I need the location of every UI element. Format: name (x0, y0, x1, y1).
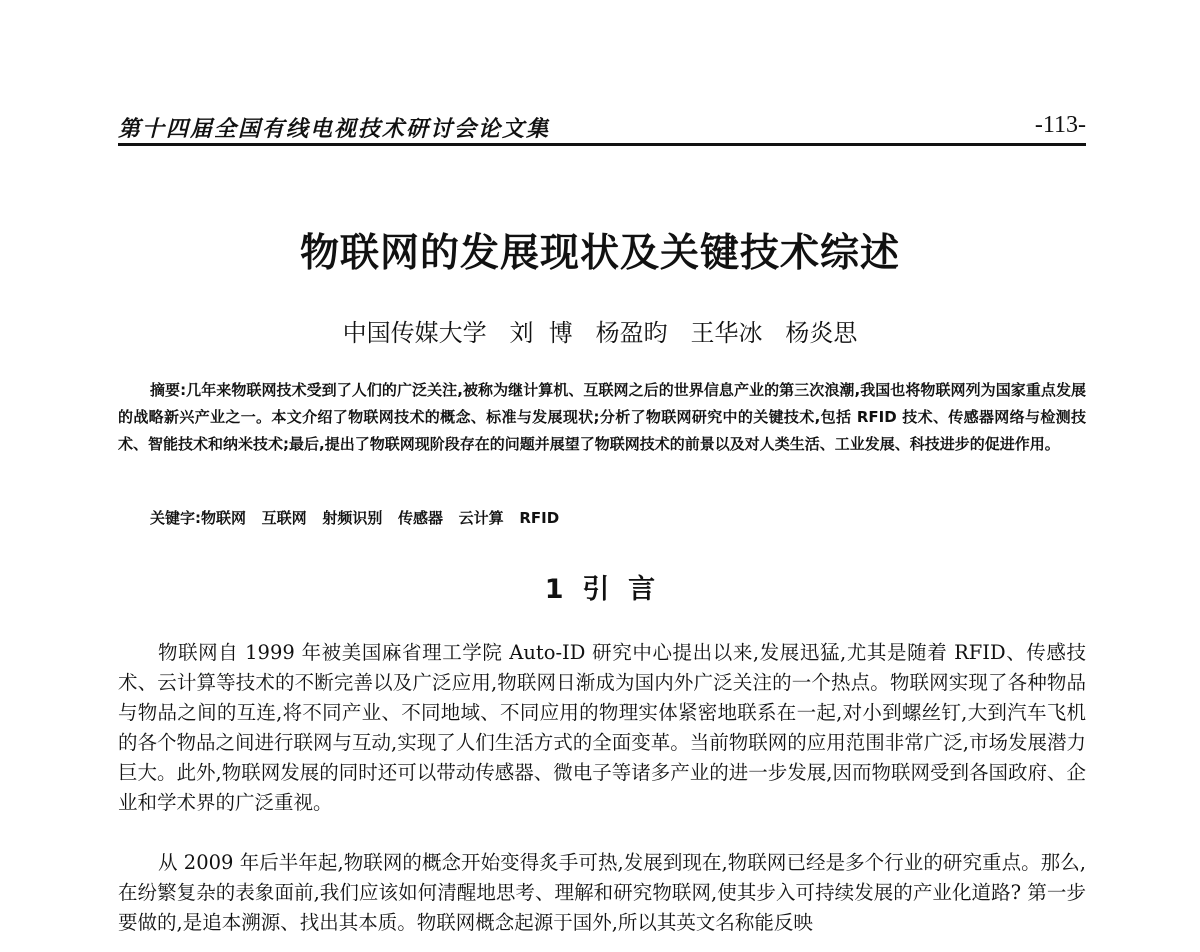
body-paragraph: 从 2009 年后半年起,物联网的概念开始变得炙手可热,发展到现在,物联网已经是多个行业的研究重点。那么,在纷繁复杂的表象面前,我们应该如何清醒地思考、理解和研究物联网,使其步入可持续发展的产业化道路? 第一步要做的,是追本溯源、找出其本质。物联网概念起源于国外,所以其英文名称能反映 (118, 851, 1086, 934)
section-heading: 1 引 言 (544, 574, 656, 605)
header-rule (118, 143, 1086, 146)
authors-line: 中国传媒大学 刘 博 杨盈昀 王华冰 杨炎思 (342, 319, 858, 347)
journal-name: 第十四届全国有线电视技术研讨会论文集 (118, 117, 551, 142)
body-paragraph: 物联网自 1999 年被美国麻省理工学院 Auto-ID 研究中心提出以来,发展迅猛,尤其是随着 RFID、传感技术、云计算等技术的不断完善以及广泛应用,物联网日渐成为国内外广泛关注的一个热点。物联网实现了各种物品与物品之间的互连,将不同产业、不同地域、不同应用的物理实体紧密地联系在一起,对小到螺丝钉,大到汽车飞机的各个物品之间进行联网与互动,实现了人们生活方式的全面变革。当前物联网的应用范围非常广泛,市场发展潜力巨大。此外,物联网发展的同时还可以带动传感器、微电子等诸多产业的进一步发展,因而物联网受到各国政府、企业和学术界的广泛重视。 (118, 641, 1086, 814)
running-header (118, 112, 1086, 142)
abstract: 摘要:几年来物联网技术受到了人们的广泛关注,被称为继计算机、互联网之后的世界信息产业的第三次浪潮,我国也将物联网列为国家重点发展的战略新兴产业之一。本文介绍了物联网技术的概念、标准与发展现状;分析了物联网研究中的关键技术,包括 RFID 技术、传感器网络与检测技术、智能技术和纳米技术;最后,提出了物联网现阶段存在的问题并展望了物联网技术的前景以及对人类生活、工业发展、科技进步的促进作用。 (118, 381, 1086, 453)
paper-title: 物联网的发展现状及关键技术综述 (299, 231, 900, 276)
keywords: 关键字:物联网 互联网 射频识别 传感器 云计算 RFID (150, 509, 560, 527)
page-number: -113- (1034, 112, 1086, 138)
